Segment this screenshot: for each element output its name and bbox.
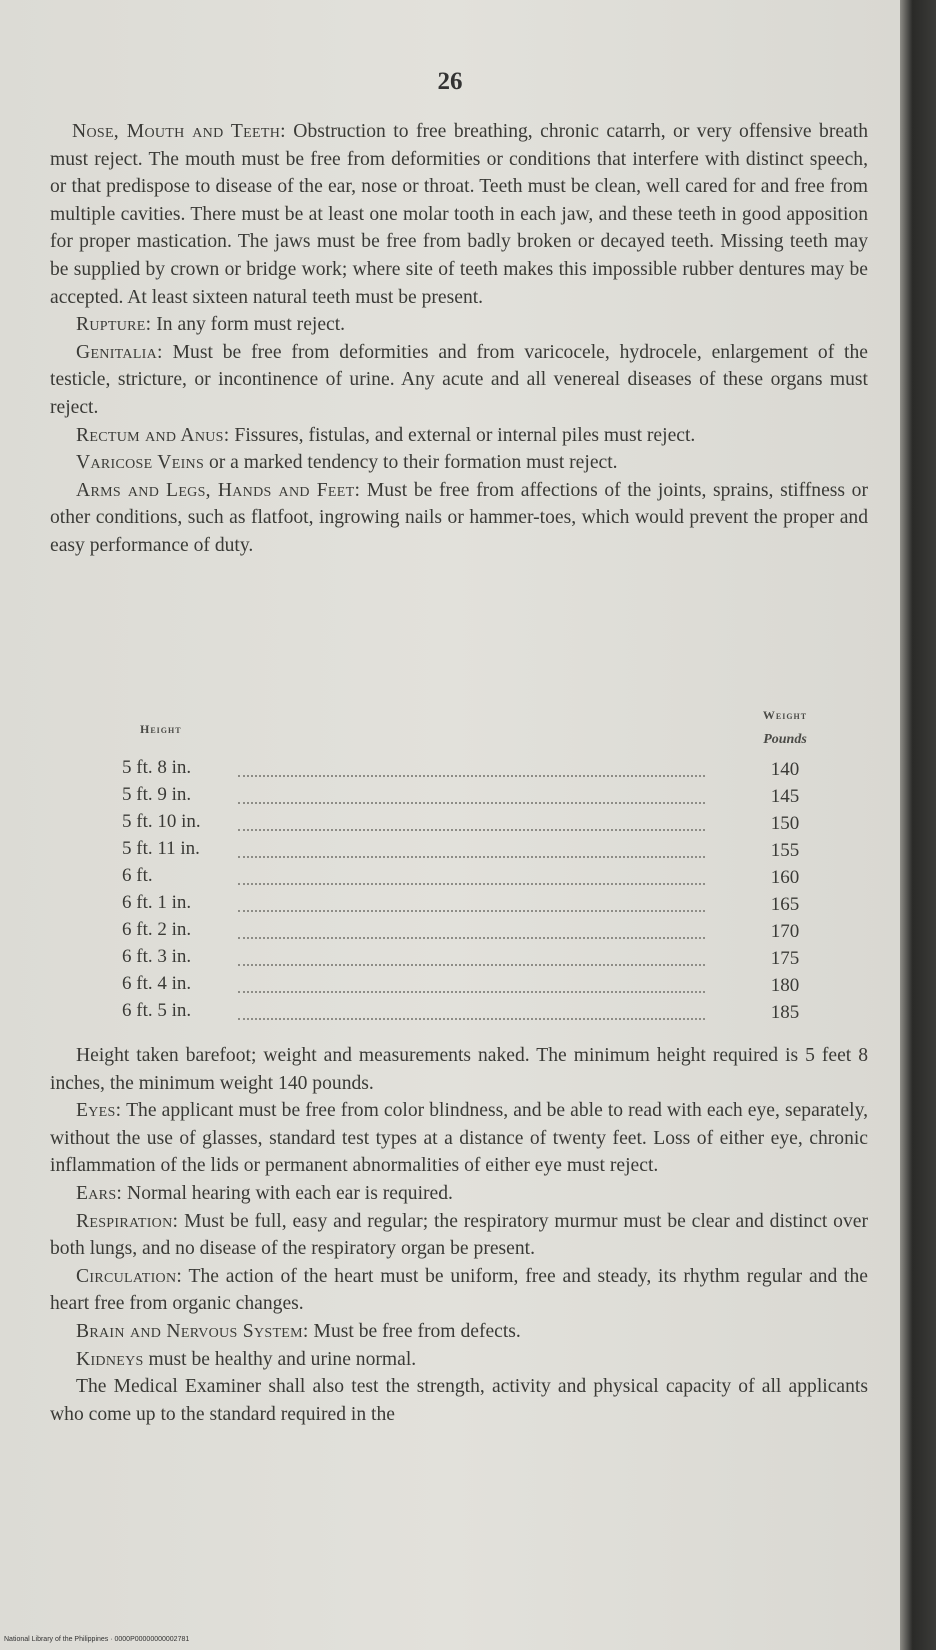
- height-cell: 5 ft. 8 in.: [122, 757, 192, 778]
- table-row: [120, 865, 820, 892]
- bottom-text-block: [50, 1042, 868, 1428]
- table-row: [120, 1000, 820, 1027]
- section-heading: Circulation:: [76, 1265, 183, 1287]
- weight-cell: 180: [770, 975, 800, 996]
- weight-cell: 150: [770, 813, 800, 834]
- height-cell: 5 ft. 9 in.: [122, 784, 192, 805]
- section-heading: Ears:: [76, 1182, 123, 1204]
- dot-leader: [238, 775, 705, 777]
- height-cell: 6 ft. 1 in.: [122, 892, 192, 913]
- table-row: [120, 919, 820, 946]
- section-text: Normal hearing with each ear is required.: [122, 1182, 453, 1204]
- section-text: must be healthy and urine normal.: [143, 1348, 417, 1370]
- weight-cell: 145: [770, 786, 800, 807]
- section-text: Must be free from defects.: [308, 1320, 521, 1342]
- weight-cell: 155: [770, 840, 800, 861]
- paragraph-rupture: [50, 311, 868, 339]
- dot-leader: [238, 856, 705, 858]
- weight-cell: 170: [770, 921, 800, 942]
- section-text: The Medical Examiner shall also test the strength, activity and physical capacity of all applicants who come up to the standard required in the: [50, 1376, 868, 1425]
- height-cell: 6 ft. 3 in.: [122, 946, 192, 967]
- section-heading: Nose, Mouth and Teeth:: [72, 121, 286, 142]
- section-heading: Respiration:: [76, 1210, 179, 1232]
- paragraph-height-note: [50, 1042, 868, 1097]
- section-heading: Rupture:: [76, 314, 152, 336]
- section-text: Must be full, easy and regular; the respiratory murmur must be clear and distinct over both lungs, and no disease of the respiratory organ be present.: [50, 1210, 868, 1260]
- scan-footer: National Library of the Philippines · 0000P00000000002781: [4, 1636, 190, 1643]
- section-text: The applicant must be free from color blindness, and be able to read with each eye, separately, without the use of glasses, standard test types at a distance of twenty feet. Loss of either eye, chronic inflammation of the lids or permanent abnormalities of either eye must reject.: [50, 1100, 868, 1177]
- height-cell: 6 ft.: [122, 865, 153, 886]
- dot-leader: [238, 991, 705, 993]
- page-edge: [900, 0, 936, 1650]
- weight-cell: 185: [770, 1002, 800, 1023]
- paragraph-circulation: [50, 1263, 868, 1318]
- dot-leader: [238, 829, 705, 831]
- paragraph-respiration: [50, 1208, 868, 1263]
- table-row: [120, 973, 820, 1000]
- paragraph-eyes: [50, 1097, 868, 1180]
- height-cell: 6 ft. 5 in.: [122, 1000, 192, 1021]
- section-text: The action of the heart must be uniform, free and steady, its rhythm regular and the heart free from organic changes.: [50, 1265, 868, 1315]
- height-cell: 6 ft. 4 in.: [122, 973, 192, 994]
- dot-leader: [238, 883, 705, 885]
- weight-cell: 175: [770, 948, 800, 969]
- dot-leader: [238, 802, 705, 804]
- weight-cell: 160: [770, 867, 800, 888]
- column-header-height: Height: [140, 722, 182, 736]
- section-text: In any form must reject.: [151, 314, 346, 336]
- table-row: [120, 784, 820, 811]
- dot-leader: [238, 937, 705, 939]
- paragraph-rectum-anus: [50, 422, 868, 450]
- section-heading: Rectum and Anus:: [76, 424, 230, 446]
- paragraph-varicose-veins: [50, 449, 868, 477]
- paragraph-genitalia: [50, 339, 868, 422]
- table-row: [120, 892, 820, 919]
- height-cell: 5 ft. 11 in.: [122, 838, 200, 859]
- column-header-weight: Weight: [762, 708, 808, 722]
- table-row: [120, 838, 820, 865]
- section-heading: Eyes:: [76, 1100, 122, 1122]
- dot-leader: [238, 1018, 705, 1020]
- paragraph-arms-legs: [50, 477, 868, 560]
- section-heading: Kidneys: [76, 1348, 144, 1370]
- weight-cell: 140: [770, 759, 800, 780]
- section-text: or a marked tendency to their formation must reject.: [204, 452, 618, 474]
- paragraph-brain-nervous: [50, 1318, 868, 1346]
- paragraph-medical-examiner: [50, 1373, 868, 1428]
- section-text: Obstruction to free breathing, chronic catarrh, or very offensive breath must reject. The mouth must be free from deformities or conditions that interfere with distinct speech, or that predispose to disease of the ear, nose or throat. Teeth must be clean, well cared for and free from multiple cavities. There must be at least one molar tooth in each jaw, and these teeth in good apposition for proper mastication. The jaws must be free from badly broken or decayed teeth. Missing teeth may be supplied by crown or bridge work; where site of teeth makes this impossible rubber dentures may be accepted. At least sixteen natural teeth must be present.: [50, 121, 868, 308]
- paragraph-ears: [50, 1180, 868, 1208]
- paragraph-nose-mouth-teeth: [50, 118, 868, 311]
- column-header-weight-unit: Pounds: [763, 732, 807, 747]
- height-cell: 6 ft. 2 in.: [122, 919, 192, 940]
- section-text: Must be free from affections of the joints, sprains, stiffness or other conditions, such as flatfoot, ingrowing nails or hammer-toes, which would prevent the proper and easy performance of duty.: [50, 479, 868, 556]
- section-heading: Varicose Veins: [76, 452, 205, 474]
- section-heading: Brain and Nervous System:: [76, 1320, 309, 1342]
- top-text-block: [50, 118, 868, 560]
- weight-cell: 165: [770, 894, 800, 915]
- paragraph-kidneys: [50, 1346, 868, 1374]
- table-row: [120, 946, 820, 973]
- page-number: 26: [437, 68, 463, 95]
- section-text: Height taken barefoot; weight and measurements naked. The minimum height required is 5 feet 8 inches, the minimum weight 140 pounds.: [50, 1045, 868, 1094]
- section-text: Fissures, fistulas, and external or internal piles must reject.: [229, 424, 696, 446]
- height-cell: 5 ft. 10 in.: [122, 811, 201, 832]
- dot-leader: [238, 964, 705, 966]
- table-row: [120, 757, 820, 784]
- dot-leader: [238, 910, 705, 912]
- section-heading: Genitalia:: [76, 341, 163, 363]
- section-heading: Arms and Legs, Hands and Feet:: [76, 479, 361, 501]
- table-row: [120, 811, 820, 838]
- section-text: Must be free from deformities and from varicocele, hydrocele, enlargement of the testicle, stricture, or incontinence of urine. Any acute and all venereal diseases of these organs must reject.: [50, 341, 868, 418]
